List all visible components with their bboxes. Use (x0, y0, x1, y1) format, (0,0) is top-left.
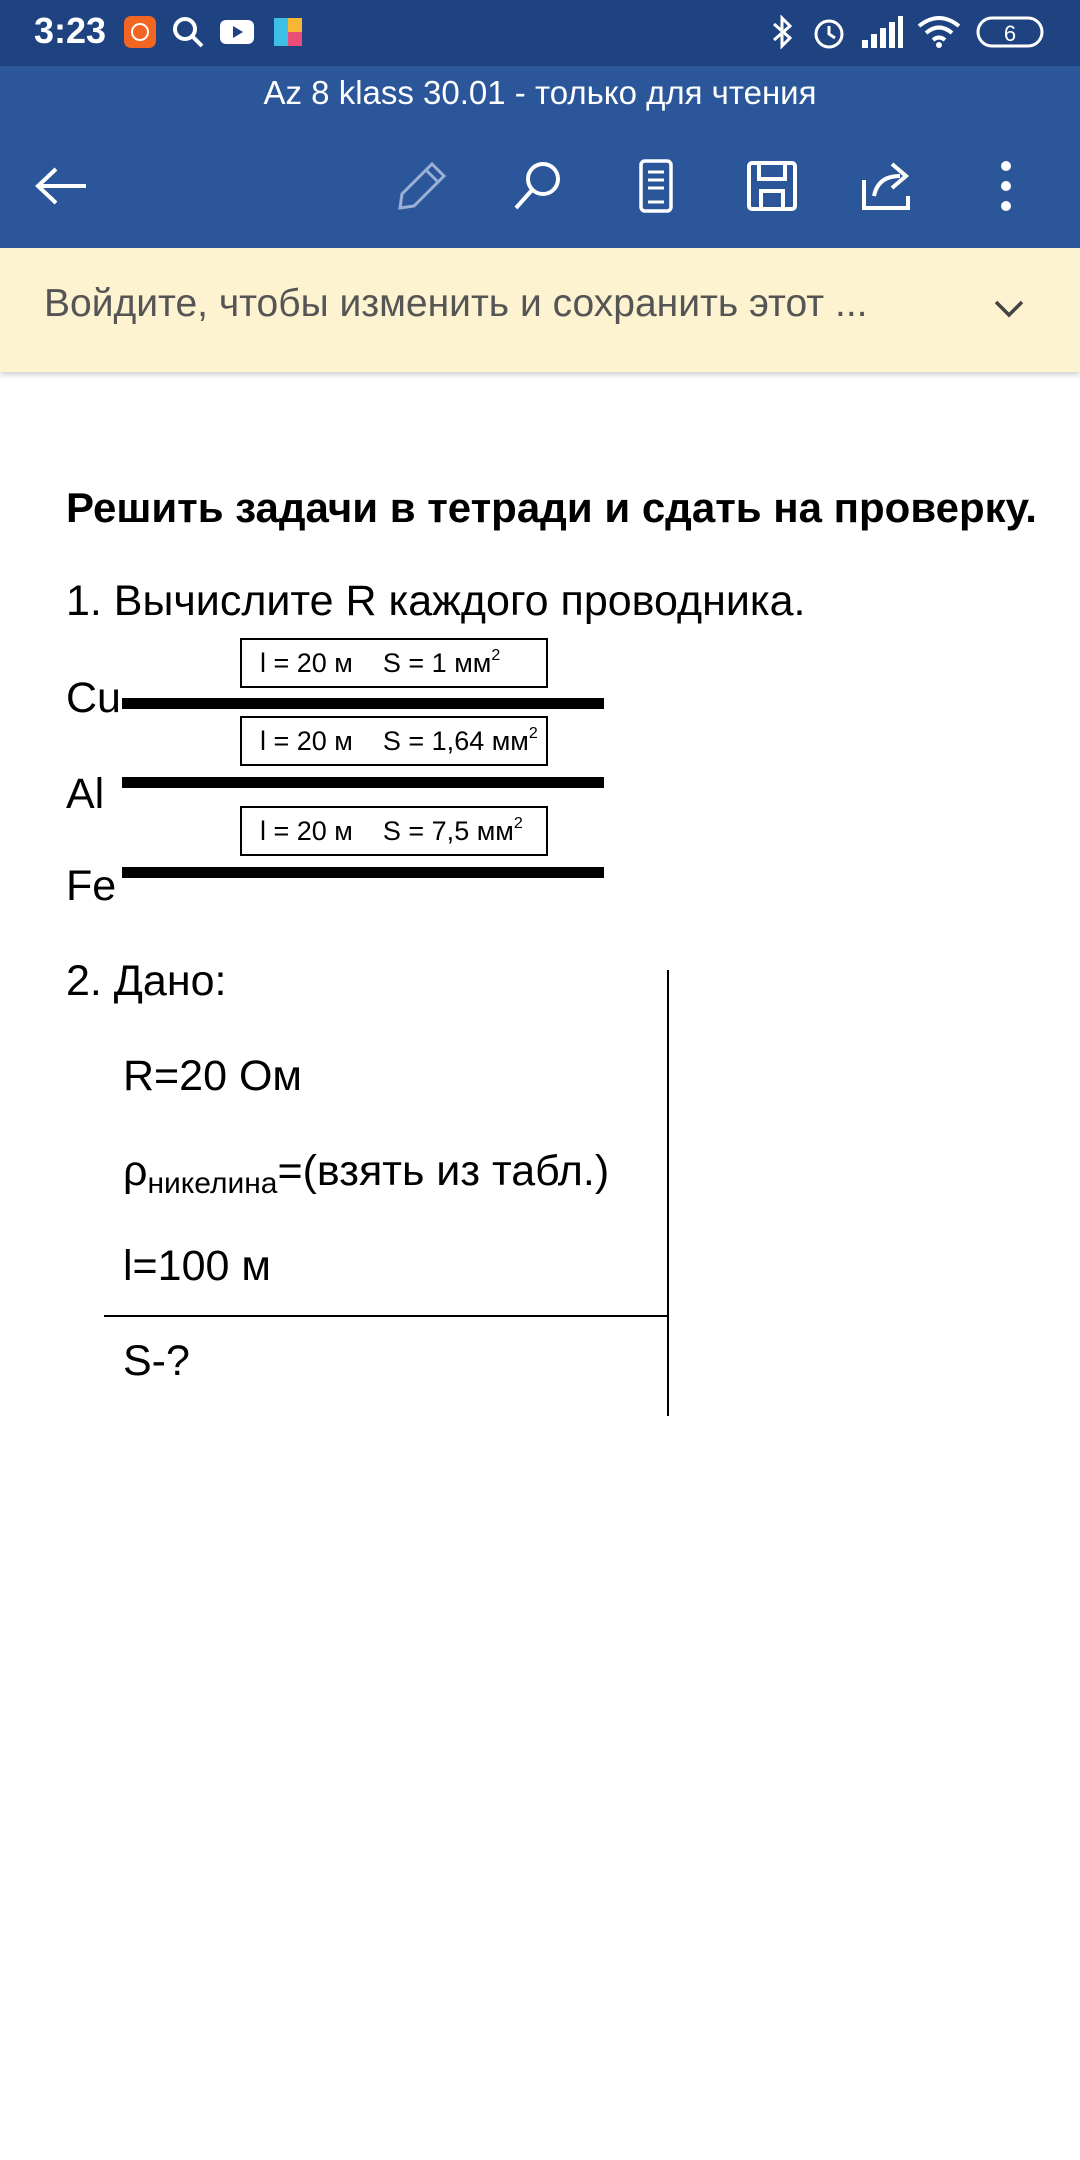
conductor-params-al (240, 716, 548, 766)
document-heading: Решить задачи в тетради и сдать на проверку. (66, 484, 1037, 531)
param-length: l = 20 м (260, 648, 353, 678)
app-bar (0, 66, 1080, 248)
conductor-params-fe (240, 806, 548, 856)
param-area: S = 7,5 мм (382, 816, 514, 846)
banner-text: Войдите, чтобы изменить и сохранить этот ... (44, 282, 868, 325)
mobile-view-icon (636, 158, 676, 219)
search-icon (511, 159, 565, 218)
pencil-icon (396, 160, 448, 217)
conductor-params-cu (240, 638, 548, 688)
battery-icon (976, 14, 1048, 55)
param-exponent: 2 (528, 725, 538, 742)
youtube-icon (218, 14, 256, 55)
conductor-wire-fe (122, 867, 604, 878)
given-divider-horizontal (104, 1315, 669, 1317)
search-icon (170, 14, 206, 55)
sign-in-banner[interactable] (0, 248, 1080, 372)
conductor-wire-cu (122, 698, 604, 709)
chevron-down-icon[interactable] (984, 284, 1034, 334)
param-exponent: 2 (513, 815, 523, 832)
conductor-label-al: Al (66, 770, 105, 818)
status-bar (0, 0, 1080, 66)
save-icon (745, 159, 799, 218)
alarm-icon (810, 14, 848, 55)
more-options-icon (998, 160, 1014, 217)
mobile-view-button[interactable] (616, 148, 696, 228)
wifi-icon (916, 14, 962, 55)
document-title: Az 8 klass 30.01 - только для чтения (263, 74, 817, 111)
app-icon (272, 14, 304, 55)
more-options-button[interactable] (966, 148, 1046, 228)
share-icon (860, 160, 916, 217)
document-page (0, 372, 1080, 2160)
signal-icon (860, 14, 904, 55)
task2-label: 2. Дано: (66, 957, 227, 1005)
given-length: l=100 м (123, 1242, 271, 1290)
param-exponent: 2 (491, 647, 501, 664)
given-resistance: R=20 Ом (123, 1052, 302, 1100)
back-button[interactable] (22, 148, 102, 228)
rho-symbol: ρ (123, 1147, 148, 1195)
rho-value: =(взять из табл.) (277, 1147, 610, 1195)
param-area: S = 1,64 мм (382, 726, 529, 756)
back-arrow-icon (34, 166, 90, 211)
param-length: l = 20 м (260, 816, 353, 846)
status-time: 3:23 (34, 10, 107, 51)
conductor-label-cu: Cu (66, 674, 121, 722)
conductor-label-fe: Fe (66, 862, 117, 910)
battery-level: 6 (1003, 21, 1017, 46)
param-length: l = 20 м (260, 726, 353, 756)
find-area: S-? (123, 1337, 190, 1385)
rho-subscript: никелина (147, 1167, 278, 1200)
param-area: S = 1 мм (382, 648, 492, 678)
find-button[interactable] (498, 148, 578, 228)
given-divider-vertical (667, 970, 669, 1416)
conductor-wire-al (122, 777, 604, 788)
edit-button[interactable] (382, 148, 462, 228)
given-resistivity (123, 1147, 609, 1201)
app-notification-icon (122, 14, 158, 55)
task1-prompt: 1. Вычислите R каждого проводника. (66, 577, 806, 625)
share-button[interactable] (848, 148, 928, 228)
save-button[interactable] (732, 148, 812, 228)
bluetooth-icon (768, 14, 796, 55)
